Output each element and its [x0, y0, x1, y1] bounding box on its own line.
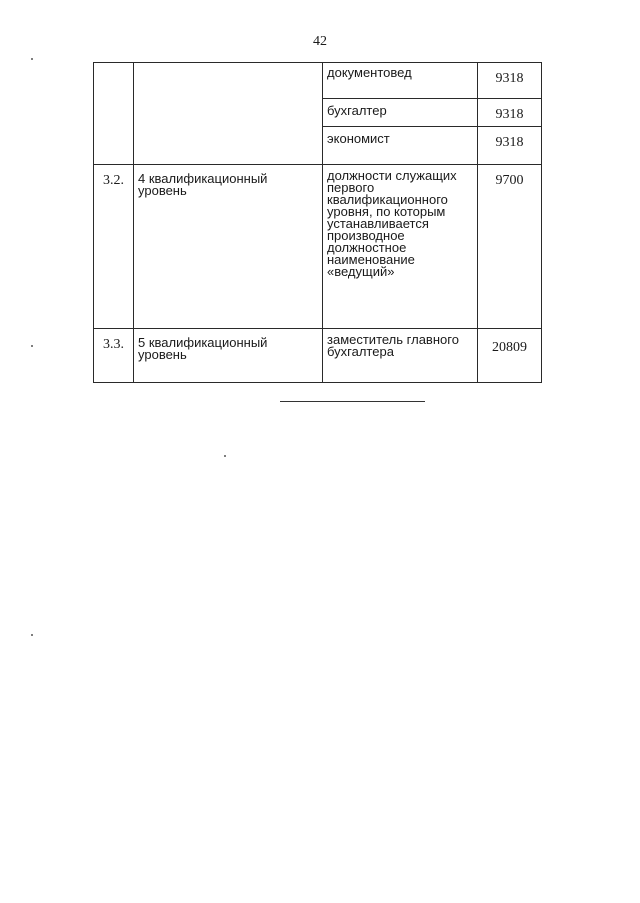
scan-speck — [31, 58, 33, 60]
table-row — [94, 329, 542, 383]
position-cell: должности служащих первого квалификационного уровня, по которым устанавливается производное должностное наименование «ведущий» — [323, 165, 478, 329]
position-cell: бухгалтер — [323, 99, 478, 127]
position-cell: заместитель главного бухгалтера — [323, 329, 478, 383]
level-cell: 4 квалификационный уровень — [134, 165, 323, 329]
position-cell: документовед — [323, 63, 478, 99]
salary-cell: 20809 — [478, 329, 542, 383]
scan-speck — [31, 634, 33, 636]
row-number-cell — [94, 63, 134, 165]
table-row — [94, 165, 542, 329]
row-number-cell: 3.3. — [94, 329, 134, 383]
scan-speck — [224, 455, 226, 457]
salary-cell: 9318 — [478, 99, 542, 127]
level-cell: 5 квалификационный уровень — [134, 329, 323, 383]
qualification-table — [93, 62, 542, 383]
salary-cell: 9318 — [478, 63, 542, 99]
level-cell — [134, 63, 323, 165]
row-number-cell: 3.2. — [94, 165, 134, 329]
page-number: 42 — [313, 34, 327, 49]
scan-speck — [31, 345, 33, 347]
position-cell: экономист — [323, 127, 478, 165]
salary-cell: 9318 — [478, 127, 542, 165]
end-divider — [280, 401, 425, 402]
salary-cell: 9700 — [478, 165, 542, 329]
table-row — [94, 63, 542, 99]
